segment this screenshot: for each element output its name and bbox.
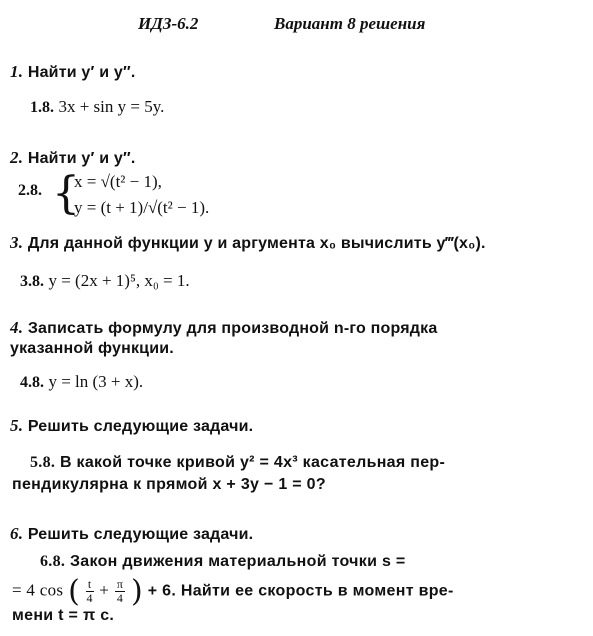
- problem-text: В какой точке кривой y² = 4x³ касательная пер-: [59, 454, 446, 471]
- problem-number: 1.8.: [30, 99, 54, 116]
- task-number: 6.: [10, 524, 24, 543]
- task-2: [10, 148, 136, 168]
- problem-formula: y = ln (3 + x).: [48, 372, 144, 391]
- problem-6-8-line-1: [40, 553, 406, 571]
- task-text: Решить следующие задачи.: [27, 418, 254, 435]
- problem-number: 6.8.: [40, 553, 66, 570]
- system-brace: {: [52, 168, 80, 219]
- problem-6-8-line-3: мени t = π c.: [12, 607, 115, 624]
- task-1: [10, 62, 136, 82]
- task-number: 5.: [10, 416, 24, 435]
- task-text-line-1: Записать формулу для производной n-го порядка: [27, 320, 438, 337]
- task-text: Найти y′ и y″.: [27, 150, 136, 167]
- task-3: [10, 233, 486, 253]
- problem-number: 2.8.: [18, 182, 42, 199]
- problem-3-8: [20, 271, 190, 291]
- task-5: [10, 416, 253, 436]
- problem-6-8-line-2: = 4 cos ( $\frac{t}{4}$ + $\frac{\pi}{4}$ ) + 6. Найти ее скорость в момент вре-: [12, 574, 454, 609]
- system-line-2: y = (t + 1)/√(t² − 1).: [74, 198, 210, 217]
- problem-text: Закон движения материальной точки s =: [69, 553, 406, 570]
- task-4-line-2: указанной функции.: [10, 340, 174, 357]
- document-code: ИДЗ-6.2: [138, 14, 199, 33]
- variant-title: Вариант 8 решения: [274, 14, 426, 33]
- task-number: 4.: [10, 318, 24, 337]
- problem-text-cont: + 6. Найти ее скорость в момент вре-: [147, 582, 454, 600]
- fraction-t-over-4: [86, 578, 94, 605]
- problem-number: 4.8.: [20, 374, 44, 391]
- system-line-1: x = √(t² − 1),: [74, 172, 162, 191]
- fraction-numerator: t: [87, 577, 92, 591]
- fraction-numerator: π: [116, 577, 124, 591]
- problem-1-8: [30, 97, 164, 117]
- task-number: 2.: [10, 148, 24, 167]
- task-number: 3.: [10, 233, 24, 252]
- left-paren: (: [68, 574, 81, 609]
- problem-formula: y = (2x + 1)⁵, x₀ = 1.: [48, 271, 190, 290]
- problem-5-8-line-1: [30, 454, 445, 472]
- problem-number: 3.8.: [20, 273, 44, 290]
- task-text: Решить следующие задачи.: [27, 526, 254, 543]
- task-6: [10, 524, 253, 544]
- problem-formula: 3x + sin y = 5y.: [58, 97, 165, 116]
- problem-5-8-line-2: пендикулярна к прямой x + 3y − 1 = 0?: [12, 476, 326, 493]
- task-4: [10, 318, 437, 338]
- problem-number: 5.8.: [30, 454, 56, 471]
- task-text: Для данной функции y и аргумента x₀ вычислить y‴(x₀).: [27, 235, 486, 252]
- problem-4-8: [20, 372, 143, 392]
- fraction-denominator: 4: [116, 591, 124, 605]
- cos-term: = 4 cos: [12, 580, 64, 600]
- fraction-pi-over-4: [115, 578, 125, 605]
- right-paren: ): [131, 574, 144, 609]
- task-text: Найти y′ и y″.: [27, 64, 136, 81]
- fraction-denominator: 4: [86, 591, 93, 605]
- task-number: 1.: [10, 62, 24, 81]
